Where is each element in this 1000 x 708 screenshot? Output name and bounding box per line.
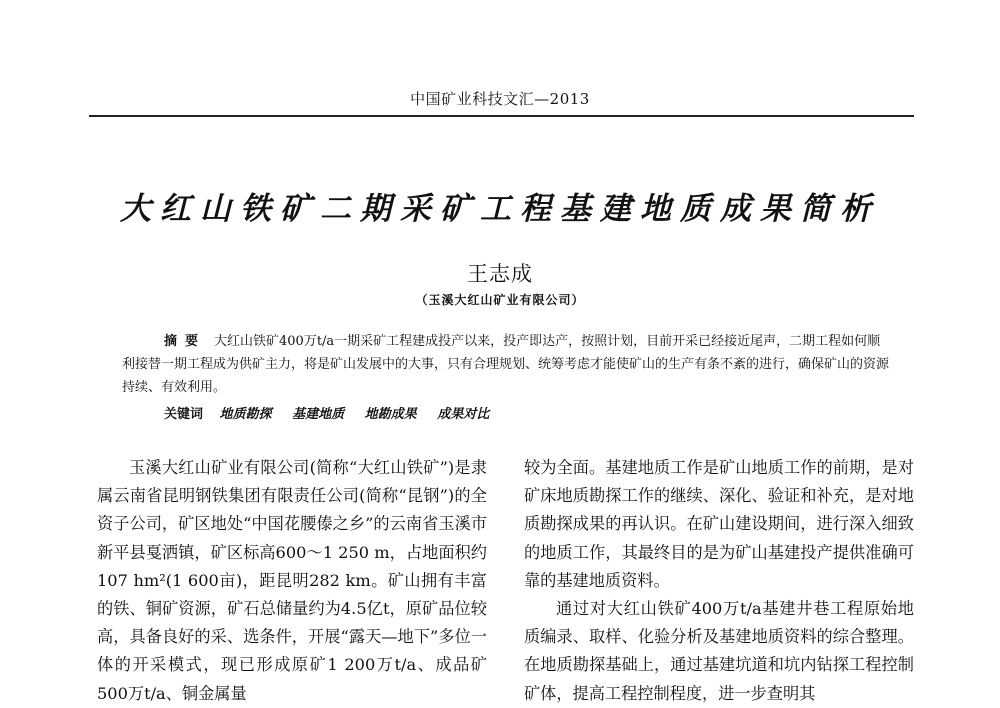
- body-paragraph: 玉溪大红山矿业有限公司(简称“大红山铁矿”)是隶属云南省昆明钢铁集团有限责任公司(简称“昆钢”)的全资子公司，矿区地处“中国花腰傣之乡”的云南省玉溪市新平县戛洒镇，矿区标高600～1 250 m，占地面积约107 hm²(1 600亩)，距昆明282 km。矿山拥有丰富的铁、铜矿资源，矿石总储量约为4.5亿t，原矿品位较高，具备良好的采、选条件，开展“露天—地下”多位一体的开采模式，现已形成原矿1 200万t/a、成品矿500万t/a、铜金属量: [97, 458, 487, 703]
- keywords-block: [164, 403, 505, 422]
- body-column-left: [97, 454, 487, 708]
- keyword: 基建地质: [292, 407, 345, 422]
- journal-header: 中国矿业科技文汇—2013: [410, 90, 590, 108]
- body-paragraph: 通过对大红山铁矿400万t/a基建井巷工程原始地质编录、取样、化验分析及基建地质资料的综合整理。在地质勘探基础上，通过基建坑道和坑内钻探工程控制矿体，提高工程控制程度，进一步查明其: [524, 599, 914, 703]
- keyword: 成果对比: [437, 407, 490, 422]
- abstract-block: [122, 330, 890, 399]
- article-title: 大红山铁矿二期采矿工程基建地质成果简析: [120, 191, 880, 227]
- abstract-text: 大红山铁矿400万t/a一期采矿工程建成投产以来，投产即达产，按照计划，目前开采已经接近尾声，二期工程如何顺利接替一期工程成为供矿主力，将是矿山发展中的大事，只有合理规划、统筹考虑才能使矿山的生产有条不紊的进行，确保矿山的资源持续、有效利用。: [122, 334, 890, 395]
- author-name: 王志成: [467, 262, 533, 286]
- body-column-right: [524, 454, 914, 708]
- keyword: 地质勘探: [219, 407, 272, 422]
- abstract-label: 摘要: [164, 334, 207, 349]
- keywords-label: 关键词: [164, 407, 204, 422]
- keyword: 地勘成果: [364, 407, 417, 422]
- header-rule: [89, 115, 914, 117]
- body-paragraph-continued: 较为全面。基建地质工作是矿山地质工作的前期，是对矿床地质勘探工作的继续、深化、验证和补充，是对地质勘探成果的再认识。在矿山建设期间，进行深入细致的地质工作，其最终目的是为矿山基建投产提供准确可靠的基建地质资料。: [524, 458, 914, 590]
- author-affiliation: （玉溪大红山矿业有限公司）: [415, 293, 585, 307]
